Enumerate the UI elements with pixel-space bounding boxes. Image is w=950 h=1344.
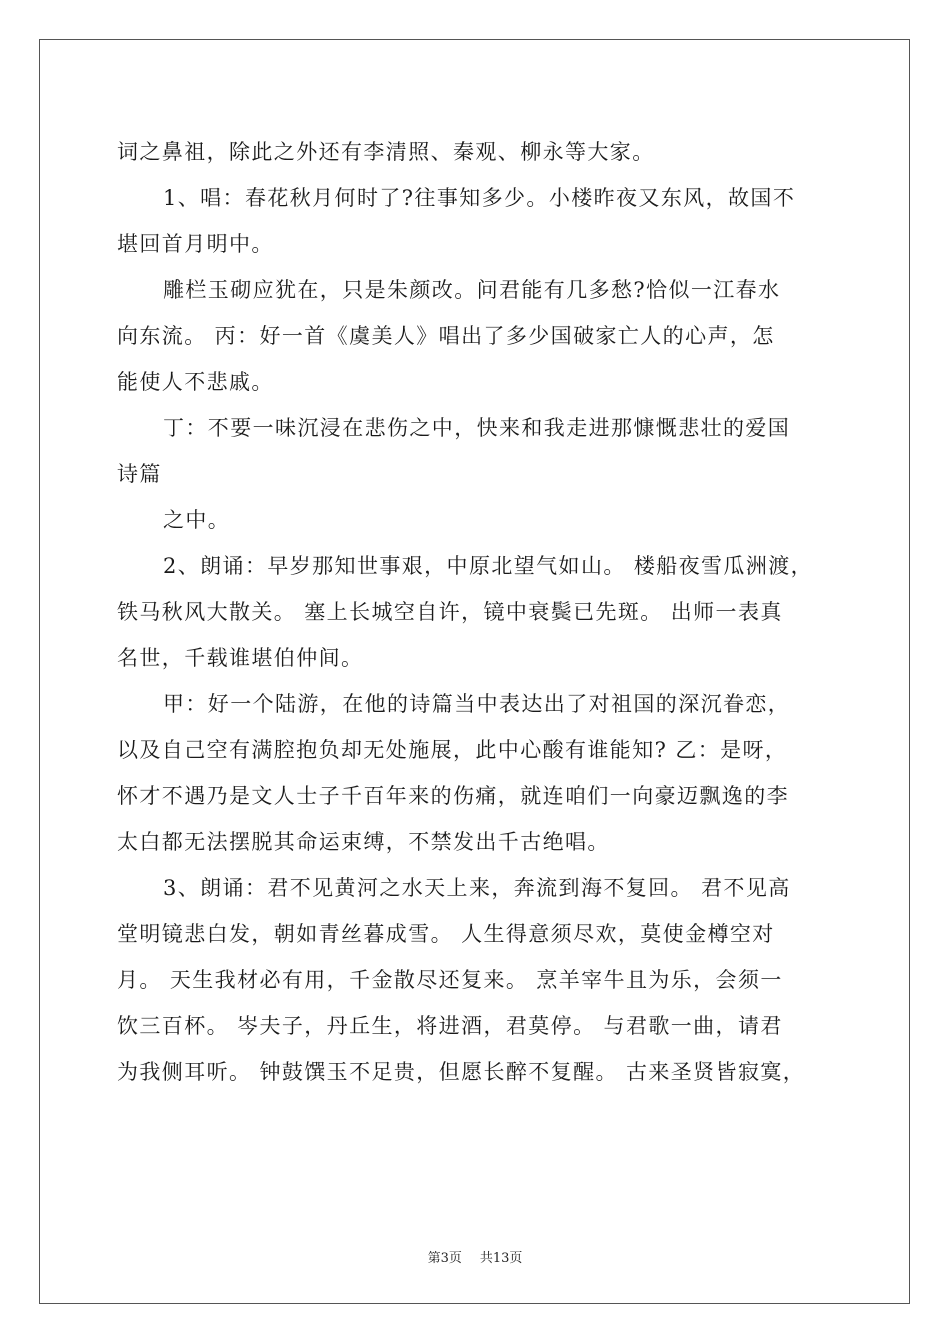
- text-line: 丁：不要一味沉浸在悲伤之中，快来和我走进那慷慨悲壮的爱国: [163, 416, 791, 440]
- text-line: 以及自己空有满腔抱负却无处施展，此中心酸有谁能知? 乙：是呀，: [117, 738, 788, 762]
- text-line: 雕栏玉砌应犹在，只是朱颜改。问君能有几多愁?恰似一江春水: [163, 278, 781, 302]
- text-line: 2、朗诵：早岁那知世事艰，中原北望气如山。 楼船夜雪瓜洲渡，: [163, 554, 814, 578]
- text-line: 堪回首月明中。: [117, 232, 274, 256]
- text-line: 3、朗诵：君不见黄河之水天上来，奔流到海不复回。 君不见高: [163, 876, 791, 900]
- text-line: 能使人不悲戚。: [117, 370, 274, 394]
- text-line: 名世，千载谁堪伯仲间。: [117, 646, 364, 670]
- text-line: 之中。: [163, 508, 231, 532]
- page-footer: [0, 1247, 950, 1266]
- text-line: 堂明镜悲白发，朝如青丝暮成雪。 人生得意须尽欢，莫使金樽空对: [117, 922, 775, 946]
- text-line: 词之鼻祖，除此之外还有李清照、秦观、柳永等大家。: [117, 140, 655, 164]
- page-total: 共13页: [479, 1251, 523, 1266]
- text-line: 甲：好一个陆游，在他的诗篇当中表达出了对祖国的深沉眷恋，: [163, 692, 791, 716]
- text-line: 月。 天生我材必有用，千金散尽还复来。 烹羊宰牛且为乐，会须一: [117, 968, 783, 992]
- text-line: 向东流。 丙：好一首《虞美人》唱出了多少国破家亡人的心声，怎: [117, 324, 775, 348]
- text-line: 铁马秋风大散关。 塞上长城空自许，镜中衰鬓已先斑。 出师一表真: [117, 600, 783, 624]
- text-line: 为我侧耳听。 钟鼓馔玉不足贵，但愿长醉不复醒。 古来圣贤皆寂寞，: [117, 1060, 806, 1084]
- text-line: 饮三百杯。 岑夫子，丹丘生，将进酒，君莫停。 与君歌一曲，请君: [117, 1014, 783, 1038]
- text-line: 太白都无法摆脱其命运束缚，不禁发出千古绝唱。: [117, 830, 610, 854]
- page-number: 第3页: [427, 1251, 462, 1266]
- text-line: 诗篇: [117, 462, 162, 486]
- text-line: 1、唱：春花秋月何时了?往事知多少。小楼昨夜又东风，故国不: [163, 186, 796, 210]
- document-body: [117, 129, 837, 1095]
- text-line: 怀才不遇乃是文人士子千百年来的伤痛，就连咱们一向豪迈飘逸的李: [117, 784, 789, 808]
